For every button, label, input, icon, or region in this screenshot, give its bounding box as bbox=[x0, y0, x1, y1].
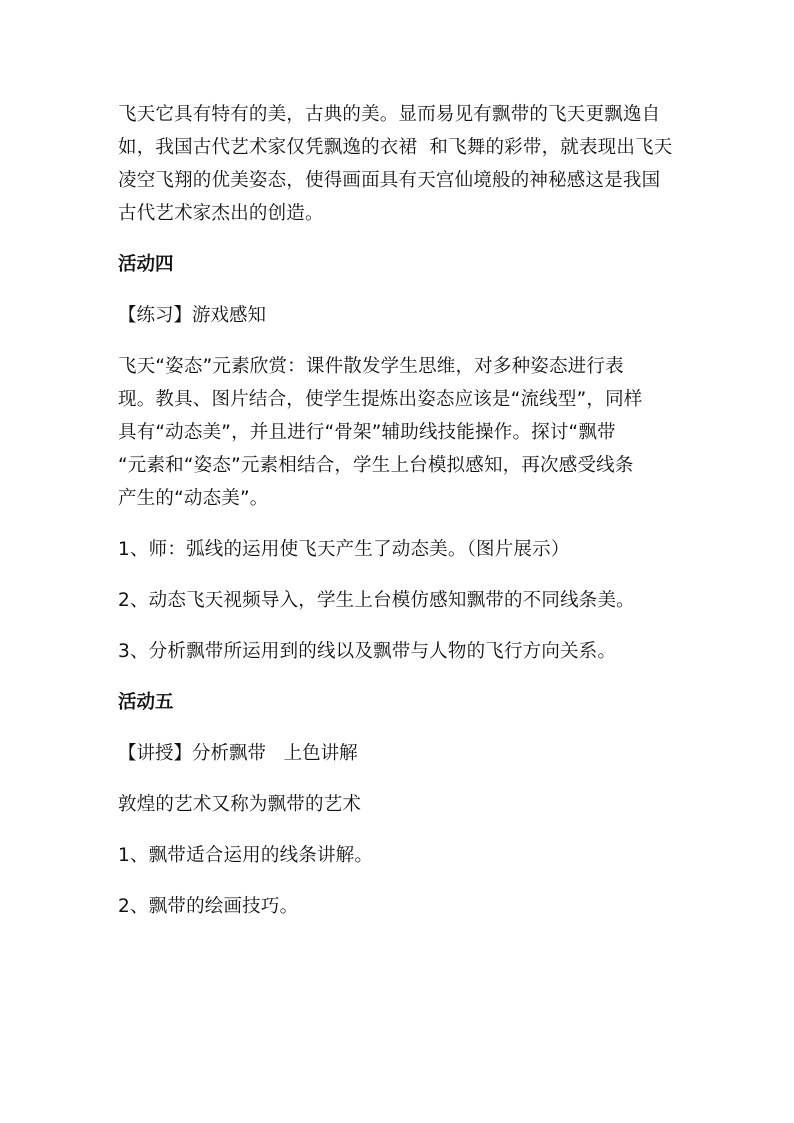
activity4-desc-line: 具有“动态美”，并且进行“骨架”辅助线技能操作。探讨“飘带 bbox=[118, 422, 616, 443]
activity5-subtitle: 【讲授】分析飘带 上色讲解 bbox=[118, 743, 358, 764]
intro-line: 凌空飞翔的优美姿态，使得画面具有天宫仙境般的神秘感这是我国 bbox=[118, 170, 661, 191]
intro-line: 古代艺术家杰出的创造。 bbox=[118, 203, 324, 224]
activity4-item: 2、动态飞天视频导入，学生上台模仿感知飘带的不同线条美。 bbox=[118, 590, 635, 611]
activity4-desc-line: 现。教具、图片结合，使学生提炼出姿态应该是“流线型”，同样 bbox=[118, 389, 643, 410]
activity4-heading: 活动四 bbox=[118, 254, 174, 275]
intro-line: 如，我国古代艺术家仅凭飘逸的衣裙 和飞舞的彩带，就表现出飞天 bbox=[118, 137, 673, 158]
activity4-item: 3、分析飘带所运用到的线以及飘带与人物的飞行方向关系。 bbox=[118, 641, 617, 662]
activity5-description: 敦煌的艺术又称为飘带的艺术 bbox=[118, 794, 362, 815]
intro-line: 飞天它具有特有的美，古典的美。显而易见有飘带的飞天更飘逸自 bbox=[118, 104, 661, 125]
activity5-heading: 活动五 bbox=[118, 692, 174, 713]
activity5-item: 2、飘带的绘画技巧。 bbox=[118, 896, 299, 917]
activity5-item: 1、飘带适合运用的线条讲解。 bbox=[118, 845, 374, 866]
activity4-desc-line: 飞天“姿态”元素欣赏：课件散发学生思维，对多种姿态进行表 bbox=[118, 356, 624, 377]
activity4-desc-line: 产生的“动态美”。 bbox=[118, 488, 269, 509]
activity4-item: 1、师：弧线的运用使飞天产生了动态美。（图片展示） bbox=[118, 539, 570, 560]
activity4-desc-line: “元素和“姿态”元素相结合，学生上台模拟感知，再次感受线条 bbox=[118, 455, 634, 476]
intro-paragraph bbox=[118, 98, 676, 230]
activity4-subtitle: 【练习】游戏感知 bbox=[118, 305, 267, 326]
activity4-description bbox=[118, 350, 676, 515]
